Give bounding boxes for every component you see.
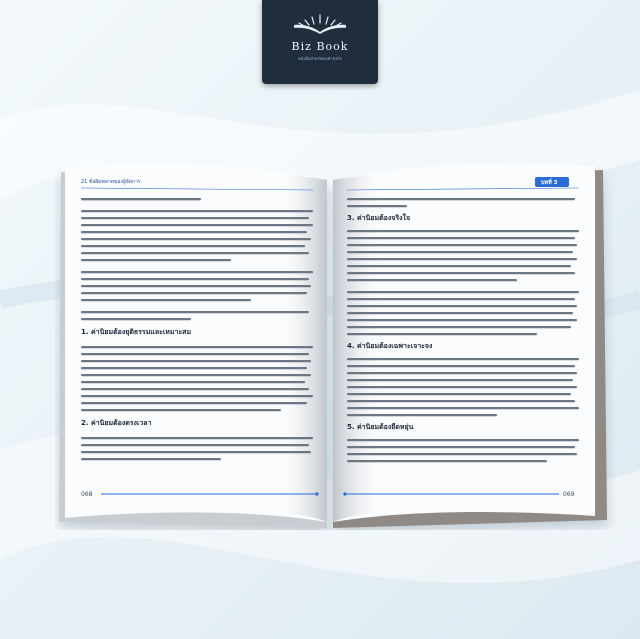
chapter-chip-label: บทที่ 3 bbox=[541, 180, 558, 186]
open-book bbox=[55, 150, 615, 530]
logo-brand: Biz Book bbox=[291, 40, 349, 53]
right-heading-3: 3. ค่านิยมต้องจริงใจ bbox=[347, 214, 411, 222]
logo-tagline: หนังสือสำหรับคนทำธุรกิจ bbox=[298, 56, 342, 61]
left-heading-2: 2. ค่านิยมต้องตรงเวลา bbox=[81, 419, 152, 427]
open-book-icon bbox=[292, 12, 348, 36]
left-page-number: 068 bbox=[81, 491, 93, 498]
biz-book-logo bbox=[262, 0, 378, 84]
left-heading-1: 1. ค่านิยมต้องยุติธรรมและเหมาะสม bbox=[81, 328, 192, 336]
right-heading-5: 5. ค่านิยมต้องยืดหยุ่น bbox=[347, 423, 414, 431]
right-page-number: 069 bbox=[563, 491, 575, 498]
right-heading-4: 4. ค่านิยมต้องเฉพาะเจาะจง bbox=[347, 342, 433, 350]
left-running-header: 21 ข้อผิดพลาดของผู้จัดการ bbox=[81, 179, 141, 185]
